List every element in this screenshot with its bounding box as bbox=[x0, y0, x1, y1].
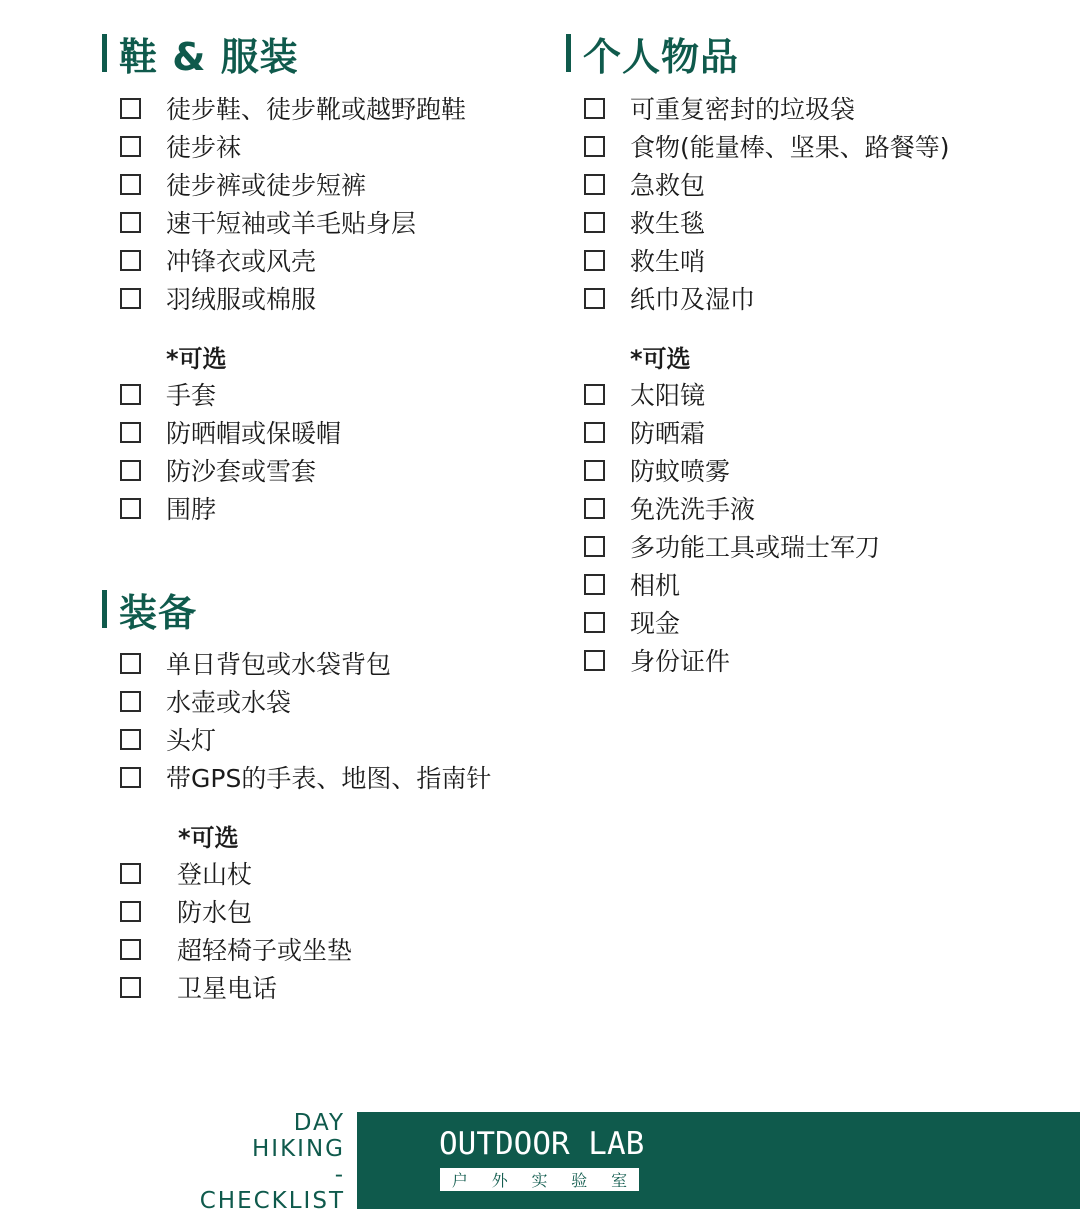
checkbox[interactable] bbox=[120, 384, 141, 405]
checkbox[interactable] bbox=[120, 977, 141, 998]
checkbox[interactable] bbox=[584, 288, 605, 309]
checklist-item[interactable] bbox=[566, 565, 950, 603]
checklist-item-label: 手套 bbox=[166, 381, 217, 410]
brand-subtitle bbox=[440, 1168, 639, 1191]
checklist-item-label: 围脖 bbox=[166, 495, 217, 524]
checklist-item[interactable] bbox=[566, 165, 950, 203]
brand-sub-char: 实 bbox=[531, 1171, 548, 1190]
brand-sub-char: 室 bbox=[611, 1171, 628, 1190]
checklist-item-label: 身份证件 bbox=[630, 647, 731, 676]
brand-logo-text: OUTDOOR LAB bbox=[439, 1126, 645, 1162]
checklist-item[interactable] bbox=[566, 375, 950, 413]
checkbox[interactable] bbox=[584, 612, 605, 633]
checkbox[interactable] bbox=[584, 384, 605, 405]
section-title bbox=[102, 586, 491, 635]
checklist-item-label: 救生哨 bbox=[630, 247, 706, 276]
checklist-item[interactable] bbox=[102, 854, 491, 892]
checklist-item[interactable] bbox=[102, 968, 491, 1006]
section-title-text: 鞋 & 服装 bbox=[119, 34, 299, 79]
checklist-item-label: 多功能工具或瑞士军刀 bbox=[630, 533, 881, 562]
checklist-item-label: 纸巾及湿巾 bbox=[630, 285, 756, 314]
checklist-item[interactable] bbox=[566, 527, 950, 565]
item-list bbox=[566, 89, 950, 317]
checklist-item[interactable] bbox=[566, 489, 950, 527]
checkbox[interactable] bbox=[584, 212, 605, 233]
title-bar bbox=[102, 590, 107, 628]
checklist-item-label: 防蚊喷雾 bbox=[630, 457, 731, 486]
footer-line-checklist: CHECKLIST bbox=[199, 1188, 345, 1214]
section-shoes-clothing bbox=[102, 30, 466, 527]
optional-item-list bbox=[566, 375, 950, 679]
checkbox[interactable] bbox=[584, 650, 605, 671]
checklist-item-label: 免洗洗手液 bbox=[630, 495, 756, 524]
checklist-item[interactable] bbox=[566, 89, 950, 127]
checklist-item[interactable] bbox=[102, 892, 491, 930]
footer-line-day: DAY bbox=[293, 1110, 345, 1136]
checklist-item[interactable] bbox=[102, 413, 466, 451]
item-list bbox=[102, 89, 466, 317]
checkbox[interactable] bbox=[120, 901, 141, 922]
title-bar bbox=[102, 34, 107, 72]
checklist-item-label: 徒步袜 bbox=[166, 133, 242, 162]
checklist-item-label: 相机 bbox=[630, 571, 681, 600]
optional-label: *可选 bbox=[630, 344, 691, 373]
checkbox[interactable] bbox=[120, 288, 141, 309]
checklist-item-label: 急救包 bbox=[630, 171, 706, 200]
footer-checklist-title bbox=[200, 1110, 345, 1214]
checkbox[interactable] bbox=[120, 422, 141, 443]
brand-sub-char: 验 bbox=[571, 1171, 588, 1190]
checklist-item-label: 速干短袖或羊毛贴身层 bbox=[166, 209, 417, 238]
checklist-item-label: 徒步裤或徒步短裤 bbox=[166, 171, 367, 200]
checkbox[interactable] bbox=[120, 212, 141, 233]
checkbox[interactable] bbox=[120, 460, 141, 481]
checklist-item[interactable] bbox=[102, 127, 466, 165]
checklist-item[interactable] bbox=[102, 241, 466, 279]
checkbox[interactable] bbox=[584, 574, 605, 595]
checklist-item-label: 救生毯 bbox=[630, 209, 706, 238]
checklist-item-label: 卫星电话 bbox=[177, 974, 278, 1003]
checkbox[interactable] bbox=[120, 691, 141, 712]
checklist-item-label: 水壶或水袋 bbox=[166, 688, 292, 717]
brand-sub-char: 户 bbox=[451, 1171, 468, 1190]
checklist-item[interactable] bbox=[566, 451, 950, 489]
checklist-item[interactable] bbox=[566, 279, 950, 317]
checklist-item-label: 食物(能量棒、坚果、路餐等) bbox=[630, 133, 950, 162]
checklist-item-label: 登山杖 bbox=[177, 860, 253, 889]
checkbox[interactable] bbox=[120, 498, 141, 519]
checklist-item[interactable] bbox=[102, 375, 466, 413]
checkbox[interactable] bbox=[120, 653, 141, 674]
checklist-item-label: 冲锋衣或风壳 bbox=[166, 247, 317, 276]
checklist-item-label: 单日背包或水袋背包 bbox=[166, 650, 392, 679]
checklist-item[interactable] bbox=[102, 720, 491, 758]
title-bar bbox=[566, 34, 571, 72]
checklist-item[interactable] bbox=[566, 241, 950, 279]
checklist-item[interactable] bbox=[566, 127, 950, 165]
checklist-item-label: 防沙套或雪套 bbox=[166, 457, 317, 486]
checklist-item-label: 防晒霜 bbox=[630, 419, 706, 448]
checkbox[interactable] bbox=[120, 729, 141, 750]
checkbox[interactable] bbox=[584, 422, 605, 443]
checkbox[interactable] bbox=[120, 767, 141, 788]
optional-item-list bbox=[102, 854, 491, 1006]
checkbox[interactable] bbox=[584, 536, 605, 557]
checklist-item-label: 防晒帽或保暖帽 bbox=[166, 419, 342, 448]
checkbox[interactable] bbox=[120, 174, 141, 195]
checklist-item-label: 现金 bbox=[630, 609, 681, 638]
checkbox[interactable] bbox=[120, 98, 141, 119]
checklist-item[interactable] bbox=[102, 682, 491, 720]
checklist-item-label: 防水包 bbox=[177, 898, 253, 927]
checkbox[interactable] bbox=[120, 250, 141, 271]
checklist-item-label: 徒步鞋、徒步靴或越野跑鞋 bbox=[166, 95, 467, 124]
item-list bbox=[102, 644, 491, 796]
checklist-item[interactable] bbox=[566, 603, 950, 641]
footer-line-hiking: HIKING bbox=[252, 1136, 345, 1162]
checklist-item-label: 带GPS的手表、地图、指南针 bbox=[166, 764, 492, 793]
optional-item-list bbox=[102, 375, 466, 527]
checkbox[interactable] bbox=[120, 863, 141, 884]
checklist-item[interactable] bbox=[102, 203, 466, 241]
checkbox[interactable] bbox=[584, 98, 605, 119]
checklist-item[interactable] bbox=[566, 203, 950, 241]
checklist-item-label: 太阳镜 bbox=[630, 381, 706, 410]
section-title bbox=[102, 30, 466, 79]
checkbox[interactable] bbox=[120, 136, 141, 157]
section-gear bbox=[102, 586, 491, 1006]
checklist-item[interactable] bbox=[566, 641, 950, 679]
brand-sub-char: 外 bbox=[491, 1171, 508, 1190]
optional-label: *可选 bbox=[166, 344, 227, 373]
checkbox[interactable] bbox=[584, 250, 605, 271]
checklist-item[interactable] bbox=[102, 89, 466, 127]
checkbox[interactable] bbox=[120, 939, 141, 960]
checkbox[interactable] bbox=[584, 136, 605, 157]
checklist-item[interactable] bbox=[102, 489, 466, 527]
checklist-item[interactable] bbox=[102, 758, 491, 796]
checklist-item[interactable] bbox=[102, 644, 491, 682]
checklist-item[interactable] bbox=[102, 165, 466, 203]
section-personal-items bbox=[566, 30, 950, 679]
checkbox[interactable] bbox=[584, 174, 605, 195]
checkbox[interactable] bbox=[584, 498, 605, 519]
checklist-item[interactable] bbox=[102, 930, 491, 968]
footer-brand-bar bbox=[357, 1112, 1080, 1209]
checklist-item-label: 头灯 bbox=[166, 726, 217, 755]
section-title-text: 个人物品 bbox=[583, 34, 740, 79]
optional-label: *可选 bbox=[178, 823, 239, 852]
checkbox[interactable] bbox=[584, 460, 605, 481]
checklist-item-label: 超轻椅子或坐垫 bbox=[177, 936, 353, 965]
section-title-text: 装备 bbox=[119, 590, 198, 635]
checklist-item-label: 可重复密封的垃圾袋 bbox=[630, 95, 856, 124]
checklist-item[interactable] bbox=[102, 279, 466, 317]
footer-line-dash: - bbox=[334, 1162, 345, 1188]
checklist-item[interactable] bbox=[566, 413, 950, 451]
checklist-item[interactable] bbox=[102, 451, 466, 489]
section-title bbox=[566, 30, 950, 79]
checklist-item-label: 羽绒服或棉服 bbox=[166, 285, 317, 314]
